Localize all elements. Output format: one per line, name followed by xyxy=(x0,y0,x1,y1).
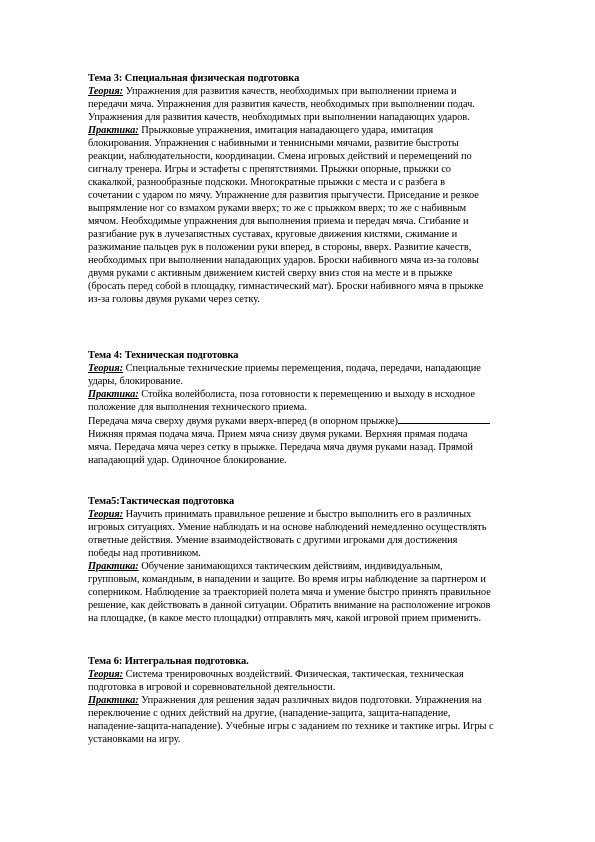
line-text: нападение-защита-нападение). Учебные игры с заданием по технике и тактике игры. Игры с xyxy=(88,721,494,732)
line-text: на площадке, (в какое место площадки) отправлять мяч, какой игровой прием применить. xyxy=(88,613,482,624)
line-text: ответные действия. Умение взаимодействовать с другими игроками для достижения xyxy=(88,535,458,546)
line-text: Стойка волейболиста, поза готовности к перемещению и выходу в исходное xyxy=(138,389,475,400)
text-line xyxy=(88,362,536,375)
section-label: Практика: xyxy=(88,561,139,572)
line-text: передачи мяча. Упражнения для развития качеств, необходимых при выполнении подач. xyxy=(88,99,475,110)
line-text: мяча. Передача мяча через сетку в прыжке. Передача мяча двумя руками назад. Прямой xyxy=(88,442,473,453)
line-text: (бросать перед собой в площадку, гимнастический мат). Броски набивного мяча в прыжке xyxy=(88,281,484,292)
text-line xyxy=(88,137,536,150)
text-line xyxy=(88,254,536,267)
line-text: Прыжковые упражнения, имитация нападающего удара, имитация xyxy=(138,125,434,136)
section-label: Практика: xyxy=(88,125,139,136)
text-line xyxy=(88,454,536,467)
text-line xyxy=(88,521,536,534)
section-label: Практика: xyxy=(88,695,139,706)
section-label: Теория: xyxy=(88,363,124,374)
section-title: Тема 3: Специальная физическая подготовка xyxy=(88,73,300,84)
text-line xyxy=(88,573,536,586)
line-text: Нижняя прямая подача мяча. Прием мяча снизу двумя руками. Верхняя прямая подача xyxy=(88,429,468,440)
line-text: решение, как действовать в данной ситуации. Обратить внимание на расположение игроков xyxy=(88,600,491,611)
text-line xyxy=(88,111,536,124)
line-text: Научить принимать правильное решение и быстро выполнить его в различных xyxy=(123,509,472,520)
section-label: Теория: xyxy=(88,669,124,680)
text-line xyxy=(88,401,536,414)
text-line xyxy=(88,124,536,137)
text-line xyxy=(88,668,536,681)
section-title: Тема5:Тактическая подготовка xyxy=(88,496,235,507)
underline-blank xyxy=(398,414,490,424)
text-line xyxy=(88,280,536,293)
text-line xyxy=(88,586,536,599)
line-text: игровых ситуациях. Умение наблюдать и на основе наблюдений немедленно осуществлять xyxy=(88,522,487,533)
line-text: групповым, командным, в нападении и защите. Во время игры наблюдение за партнером и xyxy=(88,574,486,585)
text-line xyxy=(88,612,536,625)
line-text: Система тренировочных воздействий. Физическая, тактическая, техническая xyxy=(123,669,464,680)
section-label: Практика: xyxy=(88,389,139,400)
text-line xyxy=(88,508,536,521)
text-line xyxy=(88,202,536,215)
line-text: Упражнения для развития качеств, необходимых при выполнении нападающих ударов. xyxy=(88,112,470,123)
line-text: удары, блокирование. xyxy=(88,376,183,387)
text-line xyxy=(88,375,536,388)
section-title: Тема 6: Интегральная подготовка. xyxy=(88,656,249,667)
text-line xyxy=(88,228,536,241)
line-text: Обучение занимающихся тактическим действиям, индивидуальным, xyxy=(138,561,443,572)
line-text: двумя руками с активным движением кистей сверху вниз стоя на месте и в прыжке xyxy=(88,268,453,279)
text-line xyxy=(88,599,536,612)
text-line xyxy=(88,733,536,746)
line-text: скакалкой, разнообразные подскоки. Многократные прыжки с места и с разбега в xyxy=(88,177,446,188)
line-text: Специальные технические приемы перемещения, подача, передачи, нападающие xyxy=(123,363,481,374)
line-text: разгибание рук в лучезапястных суставах, круговые движения кистями, сжимание и xyxy=(88,229,458,240)
section-topic-5 xyxy=(88,495,536,625)
line-text: установками на игру. xyxy=(88,734,181,745)
section-title: Тема 4: Техническая подготовка xyxy=(88,350,239,361)
text-line xyxy=(88,176,536,189)
line-text: выпрямление ног со взмахом руками вверх; то же с прыжком вверх; то же с набивным xyxy=(88,203,467,214)
text-line xyxy=(88,547,536,560)
line-text: переключение с одних действий на другие, (нападение-защита, защита-нападение, xyxy=(88,708,451,719)
text-line xyxy=(88,534,536,547)
line-text: блокирования. Упражнения с набивными и теннисными мячами, развитие быстроты xyxy=(88,138,459,149)
section-topic-4 xyxy=(88,349,536,467)
text-line xyxy=(88,414,536,428)
text-line xyxy=(88,267,536,280)
text-line xyxy=(88,720,536,733)
text-line xyxy=(88,241,536,254)
line-text: сигналу тренера. Игры и эстафеты с препятствиями. Прыжки опорные, прыжки со xyxy=(88,164,451,175)
text-line xyxy=(88,681,536,694)
text-line xyxy=(88,388,536,401)
text-line xyxy=(88,694,536,707)
line-text: положение для выполнения технического приема. xyxy=(88,402,307,413)
line-text: Передача мяча сверху двумя руками вверх-вперед (в опорном прыжке) xyxy=(88,416,398,427)
line-text: реакции, наблюдательности, координации. Смена игровых действий и перемещений по xyxy=(88,151,472,162)
line-text: Упражнения для решения задач различных видов подготовки. Упражнения на xyxy=(138,695,482,706)
section-topic-6 xyxy=(88,655,536,746)
line-text: сочетании с ударом по мячу. Упражнение для развития прыгучести. Приседание и резкое xyxy=(88,190,479,201)
text-line xyxy=(88,707,536,720)
section-label: Теория: xyxy=(88,509,124,520)
text-line xyxy=(88,189,536,202)
text-line xyxy=(88,163,536,176)
section-topic-3 xyxy=(88,72,536,306)
line-text: соперником. Наблюдение за траекторией полета мяча и умение быстро принять правильное xyxy=(88,587,491,598)
line-text: из-за головы двумя руками через сетку. xyxy=(88,294,260,305)
text-line xyxy=(88,85,536,98)
line-text: необходимых при выполнении нападающих ударов. Броски набивного мяча из-за головы xyxy=(88,255,479,266)
line-text: подготовка в игровой и соревновательной деятельности. xyxy=(88,682,336,693)
line-text: победы над противником. xyxy=(88,548,201,559)
line-text: нападающий удар. Одиночное блокирование. xyxy=(88,455,287,466)
text-line xyxy=(88,150,536,163)
text-line xyxy=(88,293,536,306)
line-text: Упражнения для развития качеств, необходимых при выполнении приема и xyxy=(123,86,457,97)
text-line xyxy=(88,428,536,441)
text-line xyxy=(88,560,536,573)
section-label: Теория: xyxy=(88,86,124,97)
line-text: мячом. Необходимые упражнения для выполнения приема и передач мяча. Сгибание и xyxy=(88,216,469,227)
text-line xyxy=(88,441,536,454)
text-line xyxy=(88,215,536,228)
line-text: разжимание пальцев рук в положении руки вперед, в стороны, вверх. Развитие качеств, xyxy=(88,242,472,253)
text-line xyxy=(88,98,536,111)
